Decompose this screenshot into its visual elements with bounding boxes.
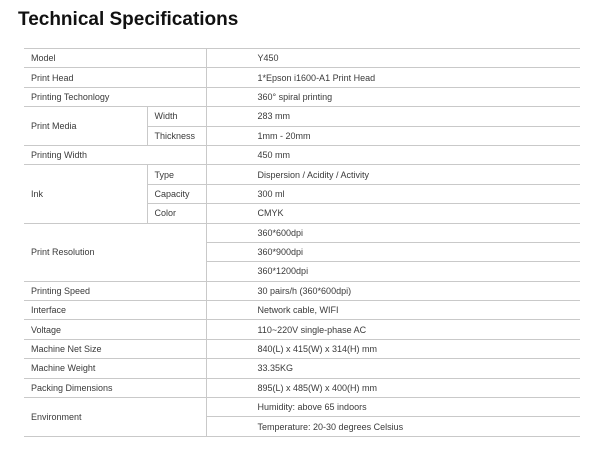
row-value-printing-width: 450 mm	[206, 145, 580, 164]
table-row	[24, 107, 580, 126]
row-value-printing-speed: 30 pairs/h (360*600dpi)	[206, 281, 580, 300]
table-row	[24, 165, 580, 184]
table-row	[24, 68, 580, 87]
row-label-printing-speed: Printing Speed	[24, 281, 206, 300]
row-value-width: 283 mm	[206, 107, 580, 126]
row-value-humidity: Humidity: above 65 indoors	[206, 398, 580, 417]
row-label-model: Model	[24, 49, 206, 68]
row-value-resolution-1: 360*600dpi	[206, 223, 580, 242]
sub-label-color: Color	[147, 204, 206, 223]
table-row	[24, 281, 580, 300]
row-value-net-size: 840(L) x 415(W) x 314(H) mm	[206, 339, 580, 358]
table-row	[24, 49, 580, 68]
row-value-voltage: 110~220V single-phase AC	[206, 320, 580, 339]
table-row	[24, 378, 580, 397]
sub-label-width: Width	[147, 107, 206, 126]
row-value-packing: 895(L) x 485(W) x 400(H) mm	[206, 378, 580, 397]
table-row	[24, 145, 580, 164]
spec-table	[24, 48, 580, 437]
table-row	[24, 398, 580, 417]
row-value-weight: 33.35KG	[206, 359, 580, 378]
sub-label-thickness: Thickness	[147, 126, 206, 145]
row-label-print-resolution: Print Resolution	[24, 223, 206, 281]
row-value-type: Dispersion / Acidity / Activity	[206, 165, 580, 184]
row-label-printing-width: Printing Width	[24, 145, 206, 164]
row-value-color: CMYK	[206, 204, 580, 223]
sub-label-capacity: Capacity	[147, 184, 206, 203]
table-row	[24, 339, 580, 358]
row-value-resolution-2: 360*900dpi	[206, 242, 580, 261]
row-value-model: Y450	[206, 49, 580, 68]
row-value-thickness: 1mm - 20mm	[206, 126, 580, 145]
row-label-printing-technology: Printing Techonlogy	[24, 87, 206, 106]
row-label-ink: Ink	[24, 165, 147, 223]
row-value-temperature: Temperature: 20-30 degrees Celsius	[206, 417, 580, 436]
row-label-print-head: Print Head	[24, 68, 206, 87]
row-label-packing: Packing Dimensions	[24, 378, 206, 397]
sub-label-type: Type	[147, 165, 206, 184]
row-value-print-head: 1*Epson i1600-A1 Print Head	[206, 68, 580, 87]
row-label-environment: Environment	[24, 398, 206, 437]
row-label-interface: Interface	[24, 301, 206, 320]
row-label-voltage: Voltage	[24, 320, 206, 339]
row-value-printing-technology: 360° spiral printing	[206, 87, 580, 106]
row-value-resolution-3: 360*1200dpi	[206, 262, 580, 281]
table-row	[24, 320, 580, 339]
table-row	[24, 223, 580, 242]
table-row	[24, 301, 580, 320]
row-value-capacity: 300 ml	[206, 184, 580, 203]
row-label-weight: Machine Weight	[24, 359, 206, 378]
table-row	[24, 87, 580, 106]
row-value-interface: Network cable, WIFI	[206, 301, 580, 320]
row-label-net-size: Machine Net Size	[24, 339, 206, 358]
page-title: Technical Specifications	[18, 9, 239, 30]
table-row	[24, 359, 580, 378]
row-label-print-media: Print Media	[24, 107, 147, 146]
